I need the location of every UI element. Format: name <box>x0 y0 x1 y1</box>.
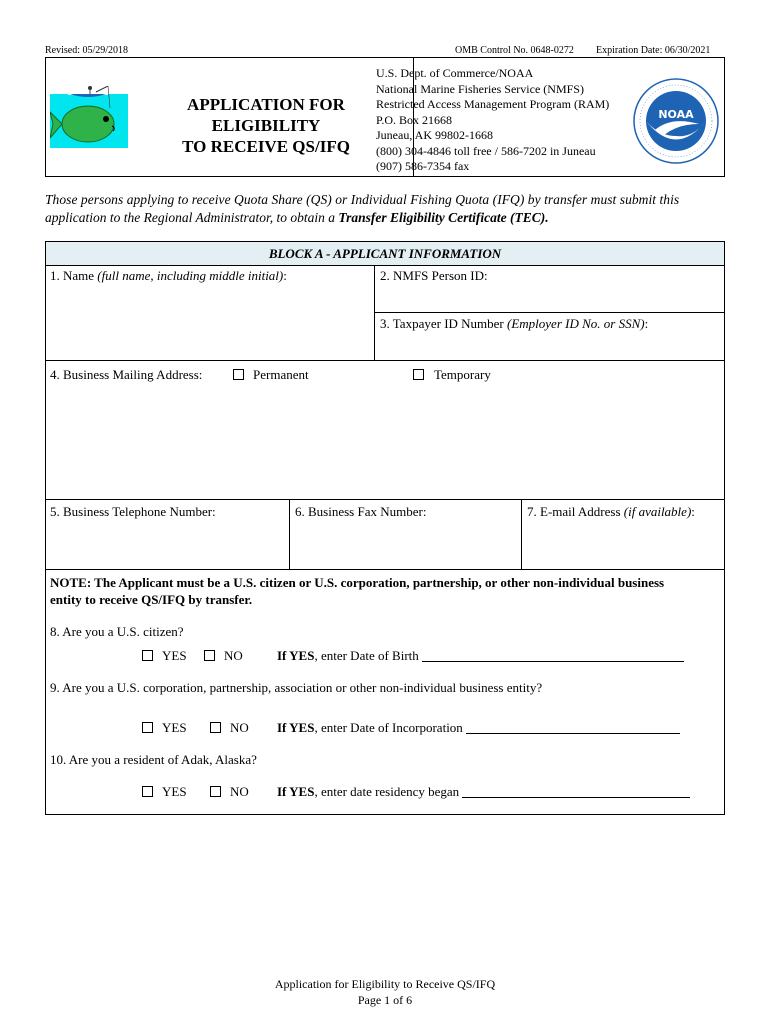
permanent-label: Permanent <box>253 367 309 382</box>
q9-yes-label: YES <box>162 720 187 735</box>
noaa-seal-icon <box>633 78 719 164</box>
name-field[interactable]: 1. Name (full name, including middle initial): <box>50 268 287 283</box>
nmfs-person-id-field[interactable]: 2. NMFS Person ID: <box>380 268 488 283</box>
email-address-field[interactable]: 7. E-mail Address (if available): <box>527 504 695 519</box>
q10-yes-label: YES <box>162 784 187 799</box>
business-telephone-field[interactable]: 5. Business Telephone Number: <box>50 504 216 519</box>
q10-no-label: NO <box>230 784 249 799</box>
q10-no-checkbox[interactable] <box>210 786 221 797</box>
citizenship-note: NOTE: The Applicant must be a U.S. citizen or U.S. corporation, partnership, or other non-individual business entity to receive QS/IFQ by transfer. <box>50 575 665 607</box>
footer-title: Application for Eligibility to Receive QS/IFQ <box>274 977 496 991</box>
q9-yes-checkbox[interactable] <box>142 722 153 733</box>
block-a-heading: BLOCK A - APPLICANT INFORMATION <box>268 246 502 261</box>
fish-logo-icon <box>50 86 130 148</box>
q8-date-of-birth-field[interactable]: If YES, enter Date of Birth <box>277 648 684 664</box>
temporary-checkbox[interactable] <box>413 369 424 380</box>
taxpayer-id-field[interactable]: 3. Taxpayer ID Number (Employer ID No. or SSN): <box>380 316 649 331</box>
revised-date: Revised: 05/29/2018 <box>45 45 129 56</box>
omb-control-number: OMB Control No. 0648-0272 <box>455 45 574 56</box>
q9-no-label: NO <box>230 720 249 735</box>
q9-date-of-incorporation-field[interactable]: If YES, enter Date of Incorporation <box>277 720 680 736</box>
q10-yes-checkbox[interactable] <box>142 786 153 797</box>
business-mailing-address-field[interactable]: 4. Business Mailing Address: <box>50 367 203 382</box>
question-8: 8. Are you a U.S. citizen? <box>50 624 184 639</box>
q8-no-checkbox[interactable] <box>204 650 215 661</box>
page-number: Page 1 of 6 <box>357 993 413 1007</box>
temporary-label: Temporary <box>434 367 491 382</box>
q10-residency-date-field[interactable]: If YES, enter date residency began <box>277 784 690 800</box>
svg-text:NOAA: NOAA <box>658 108 694 121</box>
q8-no-label: NO <box>224 648 243 663</box>
form-title: APPLICATION FOR ELIGIBILITY TO RECEIVE QS/IFQ <box>182 95 350 156</box>
q9-no-checkbox[interactable] <box>210 722 221 733</box>
agency-address: U.S. Dept. of Commerce/NOAA National Marine Fisheries Service (NMFS) Restricted Access Management Program (RAM) P.O. Box 21668 Juneau, AK 99802-1668 (800) 304-4846 toll free / 586-7202 in Juneau (907) 586-7354 fax <box>376 66 610 173</box>
question-10: 10. Are you a resident of Adak, Alaska? <box>50 752 257 767</box>
intro-paragraph: Those persons applying to receive Quota Share (QS) or Individual Fishing Quota (IFQ) by transfer must submit this application to the Regional Administrator, to obtain a Transfer Eligibility Certificate (TEC). <box>45 192 680 225</box>
form-header <box>45 57 725 177</box>
q8-yes-checkbox[interactable] <box>142 650 153 661</box>
permanent-checkbox[interactable] <box>233 369 244 380</box>
expiration-date: Expiration Date: 06/30/2021 <box>596 45 711 56</box>
question-9: 9. Are you a U.S. corporation, partnership, association or other non-individual business entity? <box>50 680 543 695</box>
block-a-form <box>45 241 725 815</box>
q8-yes-label: YES <box>162 648 187 663</box>
business-fax-field[interactable]: 6. Business Fax Number: <box>295 504 427 519</box>
